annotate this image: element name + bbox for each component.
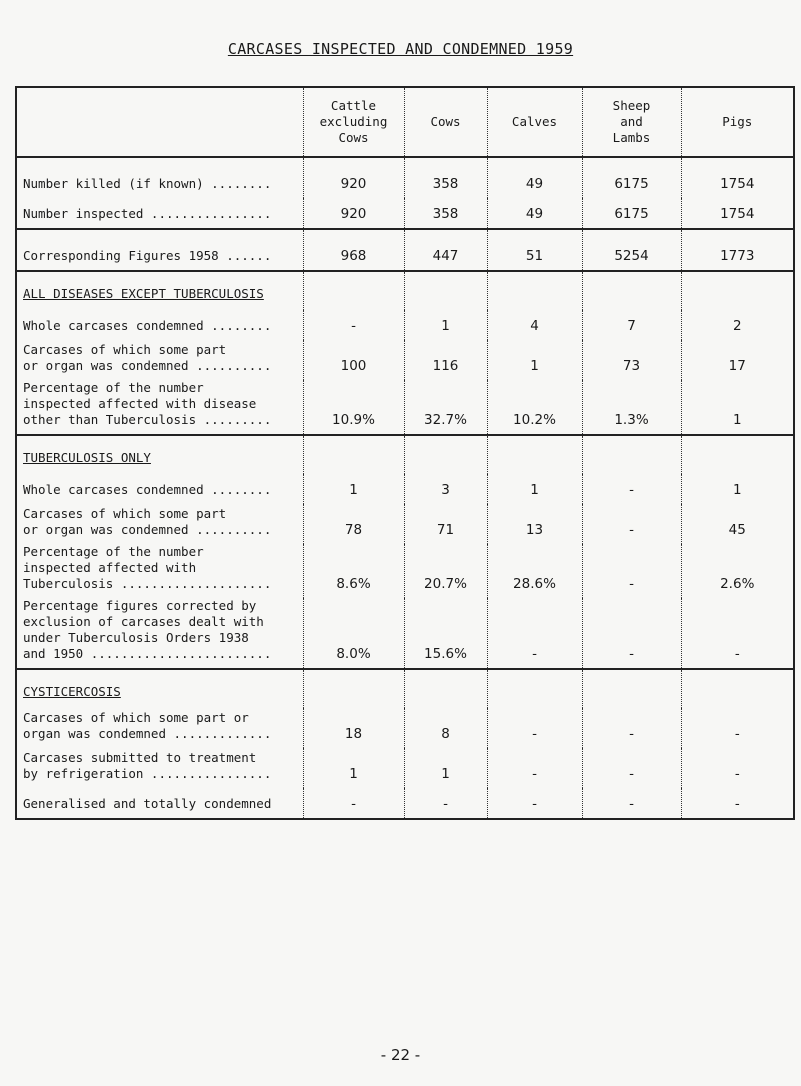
row-value: 10.9% (303, 380, 404, 435)
empty-cell (582, 271, 681, 310)
row-value: 2 (681, 310, 794, 340)
section-heading-row (16, 669, 794, 708)
row-label: Carcases of which some part or organ was condemned ............. (23, 710, 272, 741)
column-header (487, 87, 582, 157)
row-value: 18 (303, 708, 404, 748)
row-value: - (303, 310, 404, 340)
table-row (16, 544, 794, 598)
row-value: 20.7% (404, 544, 487, 598)
empty-cell (582, 669, 681, 708)
table-row (16, 504, 794, 544)
row-value: - (681, 598, 794, 669)
column-header-label: Cows (430, 114, 461, 129)
row-value: 7 (582, 310, 681, 340)
table-row (16, 748, 794, 788)
column-header-label: Cattle excluding Cows (319, 98, 388, 145)
column-header-label: Sheep and Lambs (612, 98, 651, 145)
row-value: - (487, 788, 582, 819)
row-value: 358 (404, 157, 487, 198)
row-value: 100 (303, 340, 404, 380)
row-value: 28.6% (487, 544, 582, 598)
empty-cell (303, 271, 404, 310)
row-value: 49 (487, 157, 582, 198)
row-label: Corresponding Figures 1958 ...... (16, 229, 303, 271)
row-value: 1754 (681, 157, 794, 198)
row-value: - (582, 598, 681, 669)
row-value: - (487, 748, 582, 788)
row-label: Whole carcases condemned ........ (23, 318, 272, 333)
row-value: 968 (303, 229, 404, 271)
empty-cell (487, 271, 582, 310)
row-value: 1 (303, 474, 404, 504)
row-value: 1 (404, 310, 487, 340)
section-heading: TUBERCULOSIS ONLY (16, 435, 303, 474)
empty-cell (681, 669, 794, 708)
row-value: 1 (681, 380, 794, 435)
table-row (16, 708, 794, 748)
row-label: Percentage of the number inspected affected with Tuberculosis .................... (23, 544, 272, 591)
row-label: Carcases of which some part or organ was condemned .......... (23, 342, 272, 373)
row-value: - (582, 544, 681, 598)
row-value: - (487, 708, 582, 748)
row-label: Percentage of the number inspected affected with disease other than Tuberculosis ......... (23, 380, 272, 427)
page-title: CARCASES INSPECTED AND CONDEMNED 1959 (227, 40, 574, 58)
column-header (303, 87, 404, 157)
table-row (16, 229, 794, 271)
column-header (582, 87, 681, 157)
section-heading: ALL DISEASES EXCEPT TUBERCULOSIS (16, 271, 303, 310)
row-value: - (681, 708, 794, 748)
row-value: - (582, 474, 681, 504)
table-row (16, 310, 794, 340)
page-number: - 22 - (380, 1046, 421, 1064)
empty-cell (404, 271, 487, 310)
column-header-label: Pigs (722, 114, 753, 129)
empty-cell (487, 435, 582, 474)
row-value: - (404, 788, 487, 819)
row-value: 8 (404, 708, 487, 748)
row-value: - (582, 748, 681, 788)
table-row (16, 474, 794, 504)
row-value: 1.3% (582, 380, 681, 435)
row-value: 1 (487, 474, 582, 504)
row-value: - (582, 788, 681, 819)
row-value: 1754 (681, 198, 794, 229)
row-value: 447 (404, 229, 487, 271)
section-heading: CYSTICERCOSIS (16, 669, 303, 708)
empty-cell (582, 435, 681, 474)
table-row (16, 380, 794, 435)
table-row (16, 157, 794, 198)
row-value: - (303, 788, 404, 819)
row-value: - (487, 598, 582, 669)
row-value: 15.6% (404, 598, 487, 669)
row-value: 8.0% (303, 598, 404, 669)
row-value: 51 (487, 229, 582, 271)
empty-cell (303, 435, 404, 474)
row-value: 920 (303, 157, 404, 198)
row-label: Whole carcases condemned ........ (23, 482, 272, 497)
row-value: 1 (487, 340, 582, 380)
row-label: Carcases of which some part or organ was condemned .......... (23, 506, 272, 537)
empty-cell (681, 435, 794, 474)
section-heading-row (16, 435, 794, 474)
row-value: - (582, 504, 681, 544)
row-value: 73 (582, 340, 681, 380)
row-label: Number inspected ................ (23, 206, 272, 221)
empty-cell (404, 435, 487, 474)
row-value: 116 (404, 340, 487, 380)
row-value: 920 (303, 198, 404, 229)
row-value: 78 (303, 504, 404, 544)
section-heading-row (16, 271, 794, 310)
row-value: - (681, 748, 794, 788)
row-value: 13 (487, 504, 582, 544)
row-value: 1 (681, 474, 794, 504)
empty-cell (303, 669, 404, 708)
column-header-label: Calves (511, 114, 558, 129)
row-value: - (582, 708, 681, 748)
row-value: 49 (487, 198, 582, 229)
table-row (16, 598, 794, 669)
row-value: 358 (404, 198, 487, 229)
row-value: 3 (404, 474, 487, 504)
row-value: 32.7% (404, 380, 487, 435)
row-value: 71 (404, 504, 487, 544)
row-value: 2.6% (681, 544, 794, 598)
header-row (16, 87, 794, 157)
row-label: Number killed (if known) ........ (16, 157, 303, 198)
row-value: 6175 (582, 157, 681, 198)
row-label: Generalised and totally condemned (23, 796, 272, 811)
row-value: 1 (404, 748, 487, 788)
table-row (16, 198, 794, 229)
row-value: 1 (303, 748, 404, 788)
row-label: Percentage figures corrected by exclusion of carcases dealt with under Tuberculosis Orders 1938 and 1950 ........................ (23, 598, 272, 661)
header-blank (16, 87, 303, 157)
row-value: 6175 (582, 198, 681, 229)
row-value: 17 (681, 340, 794, 380)
inspection-table-container (15, 86, 793, 1086)
table-row (16, 340, 794, 380)
table-row (16, 788, 794, 819)
row-value: 8.6% (303, 544, 404, 598)
empty-cell (681, 271, 794, 310)
row-value: 1773 (681, 229, 794, 271)
row-value: 4 (487, 310, 582, 340)
row-value: 10.2% (487, 380, 582, 435)
column-header (404, 87, 487, 157)
row-value: - (681, 788, 794, 819)
row-value: 45 (681, 504, 794, 544)
row-label: Carcases submitted to treatment by refrigeration ................ (23, 750, 272, 781)
column-header (681, 87, 794, 157)
inspection-table (15, 86, 795, 820)
empty-cell (404, 669, 487, 708)
empty-cell (487, 669, 582, 708)
row-value: 5254 (582, 229, 681, 271)
